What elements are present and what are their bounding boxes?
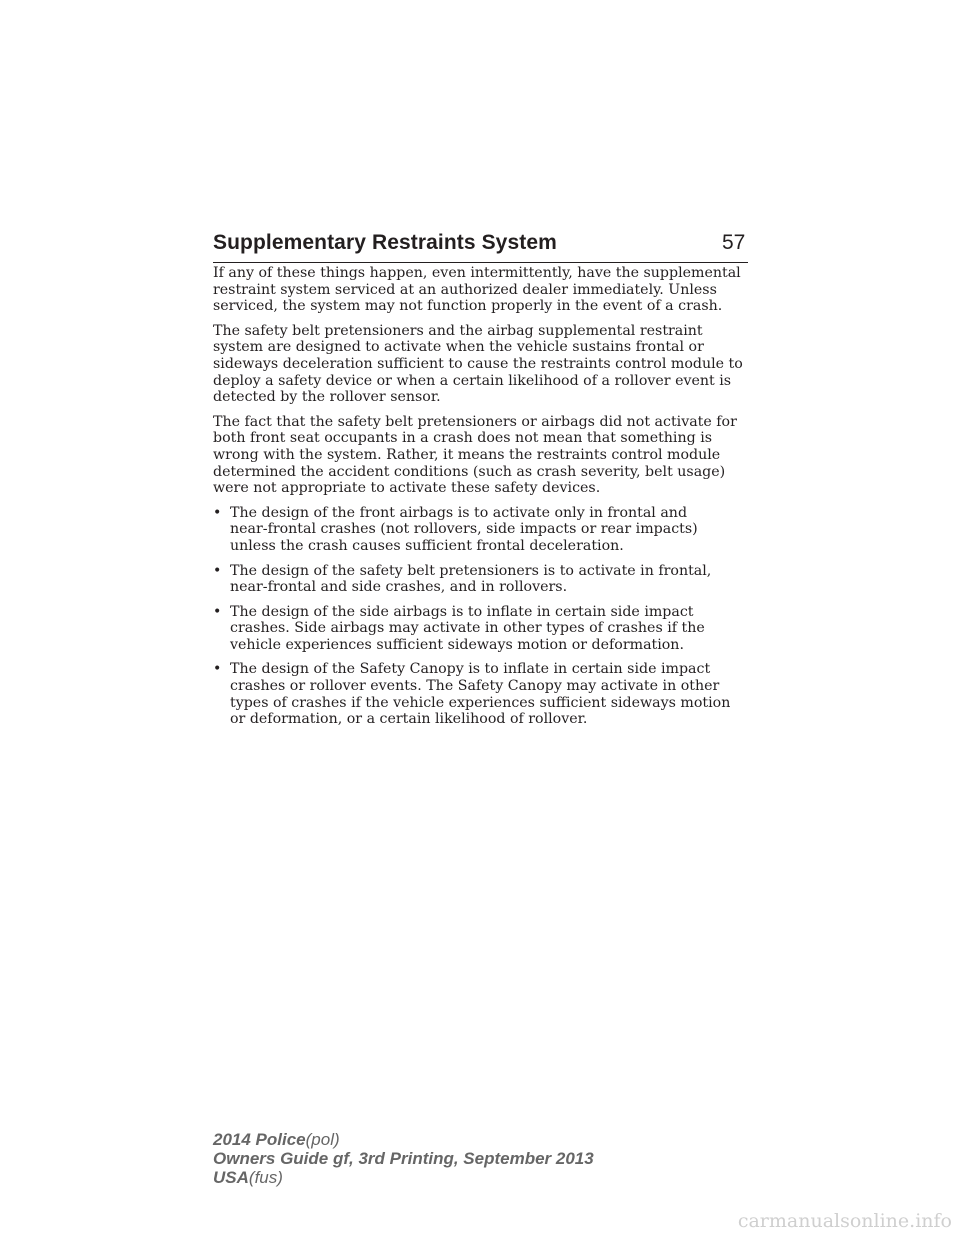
bullet-icon: • (213, 603, 222, 620)
page-title: Supplementary Restraints System (213, 231, 557, 254)
text-line: The safety belt pretensioners and the airbag supplemental restraint (213, 322, 703, 339)
text-line: were not appropriate to activate these safety devices. (213, 480, 601, 497)
text-line: detected by the rollover sensor. (213, 389, 441, 406)
bullet-belt-pretensioners (213, 563, 753, 596)
bullet-front-airbags (213, 505, 753, 555)
text-line: The design of the front airbags is to activate only in frontal and (230, 504, 688, 521)
bullet-safety-canopy (213, 661, 753, 727)
text-line: serviced, the system may not function properly in the event of a crash. (213, 298, 723, 315)
text-line: The fact that the safety belt pretensioners or airbags did not activate for (213, 413, 737, 430)
text-line: both front seat occupants in a crash does not mean that something is (213, 430, 713, 447)
page-header (213, 228, 748, 263)
text-line: deploy a safety device or when a certain likelihood of a rollover event is (213, 372, 732, 389)
text-line: determined the accident conditions (such as crash severity, belt usage) (213, 463, 726, 480)
footer-market-line (213, 1168, 594, 1187)
watermark-text: carmanualsonline.info (737, 1210, 952, 1232)
page-footer (213, 1130, 594, 1187)
text-line: crashes or rollover events. The Safety Canopy may activate in other (230, 678, 720, 695)
text-line: unless the crash causes sufficient frontal deceleration. (230, 537, 624, 554)
text-line: If any of these things happen, even intermittently, have the supplemental (213, 265, 741, 281)
text-line: The design of the side airbags is to inflate in certain side impact (230, 603, 694, 620)
footer-model-line (213, 1130, 594, 1149)
footer-printing: Owners Guide gf, 3rd Printing, September 2013 (213, 1149, 594, 1168)
text-line: vehicle experiences sufficient sideways motion or deformation. (230, 636, 684, 653)
text-line: near-frontal and side crashes, and in rollovers. (230, 579, 568, 596)
text-line: wrong with the system. Rather, it means the restraints control module (213, 446, 721, 463)
footer-market: USA (213, 1168, 249, 1187)
bullet-side-airbags (213, 604, 753, 654)
paragraph-activation (213, 323, 753, 406)
text-line: system are designed to activate when the vehicle sustains frontal or (213, 339, 704, 356)
page-body (213, 265, 753, 736)
bullet-icon: • (213, 504, 222, 521)
text-line: near-frontal crashes (not rollovers, side impacts or rear impacts) (230, 521, 698, 538)
text-line: crashes. Side airbags may activate in other types of crashes if the (230, 620, 705, 637)
page-number: 57 (722, 231, 746, 254)
text-line: sideways deceleration sufficient to cause the restraints control module to (213, 355, 743, 372)
text-line: The design of the safety belt pretensioners is to activate in frontal, (230, 562, 712, 579)
paragraph-crash-service (213, 265, 753, 315)
text-line: types of crashes if the vehicle experiences sufficient sideways motion (230, 694, 731, 711)
footer-market-code: (fus) (248, 1168, 283, 1187)
text-line: restraint system serviced at an authorized dealer immediately. Unless (213, 281, 717, 298)
bullet-icon: • (213, 661, 222, 678)
footer-model: 2014 Police (213, 1130, 306, 1149)
bullet-icon: • (213, 562, 222, 579)
paragraph-non-activation (213, 414, 753, 497)
text-line: The design of the Safety Canopy is to inflate in certain side impact (230, 661, 711, 678)
footer-model-code: (pol) (305, 1130, 340, 1149)
text-line: or deformation, or a certain likelihood of rollover. (230, 711, 588, 728)
